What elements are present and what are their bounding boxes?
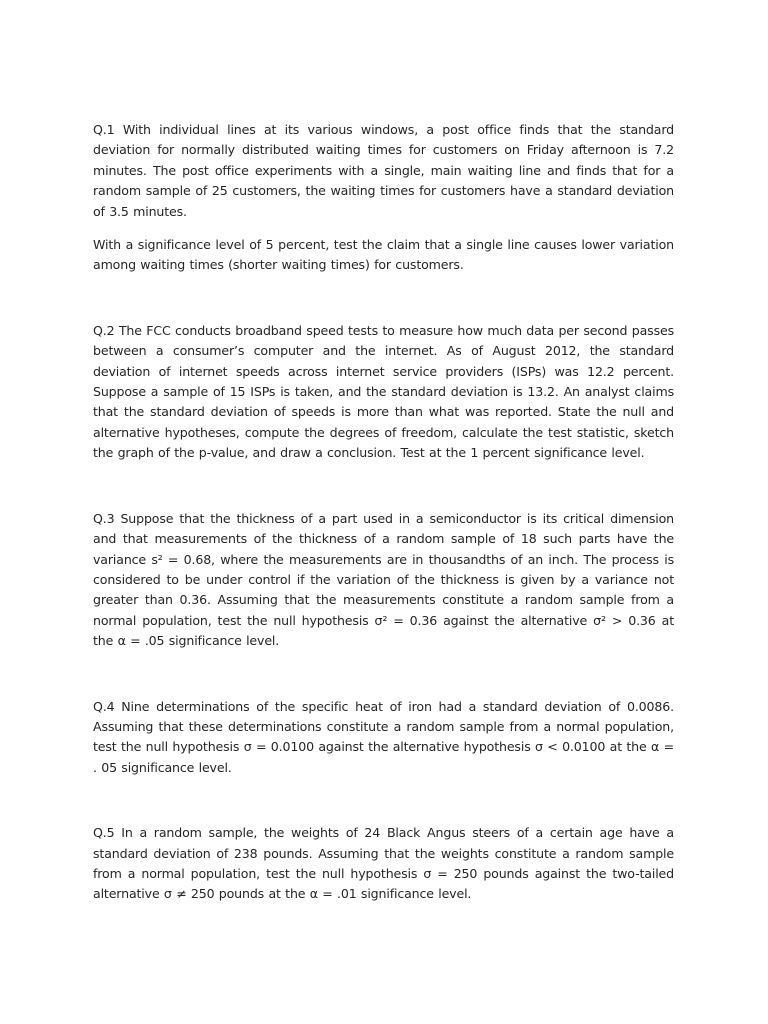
question-2-text: Q.2 The FCC conducts broadband speed tests to measure how much data per second passes between a consumer’s computer and the internet. As of August 2012, the standard deviation of internet speeds across internet service providers (ISPs) was 12.2 percent. Suppose a sample of 15 ISPs is taken, and the standard deviation is 13.2. An analyst claims that the standard deviation of speeds is more than what was reported. State the null and alternative hypotheses, compute the degrees of freedom, calculate the test statistic, sketch the graph of the p-value, and draw a conclusion. Test at the 1 percent significance level. [93,322,674,461]
question-1-text: Q.1 With individual lines at its various windows, a post office finds that the standard deviation for normally distributed waiting times for customers on Friday afternoon is 7.2 minutes. The post office experiments with a single, main waiting line and finds that for a random sample of 25 customers, the waiting times for customers have a standard deviation of 3.5 minutes. [93,122,674,219]
question-1-task: With a significance level of 5 percent, test the claim that a single line causes lower variation among waiting times (shorter waiting times) for customers. [93,237,674,273]
question-3-text: Q.3 Suppose that the thickness of a part used in a semiconductor is its critical dimension and that measurements of the thickness of a random sample of 18 such parts have the variance s² = 0.68, where the measurements are in thousandths of an inch. The process is considered to be under control if the variation of the thickness is given by a variance not greater than 0.36. Assuming that the measurements constitute a random sample from a normal population, test the null hypothesis σ² = 0.36 against the alternative σ² > 0.36 at the α = .05 significance level. [93,510,674,649]
question-5-text: Q.5 In a random sample, the weights of 24 Black Angus steers of a certain age have a standard deviation of 238 pounds. Assuming that the weights constitute a random sample from a normal population, test the null hypothesis σ = 250 pounds against the two-tailed alternative σ ≠ 250 pounds at the α = .01 significance level. [93,825,674,902]
document-page [93,120,674,905]
question-4-text: Q.4 Nine determinations of the specific heat of iron had a standard deviation of 0.0086. Assuming that these determinations constitute a random sample from a normal population, test the null hypothesis σ = 0.0100 against the alternative hypothesis σ < 0.0100 at the α = . 05 significance level. [93,698,674,775]
